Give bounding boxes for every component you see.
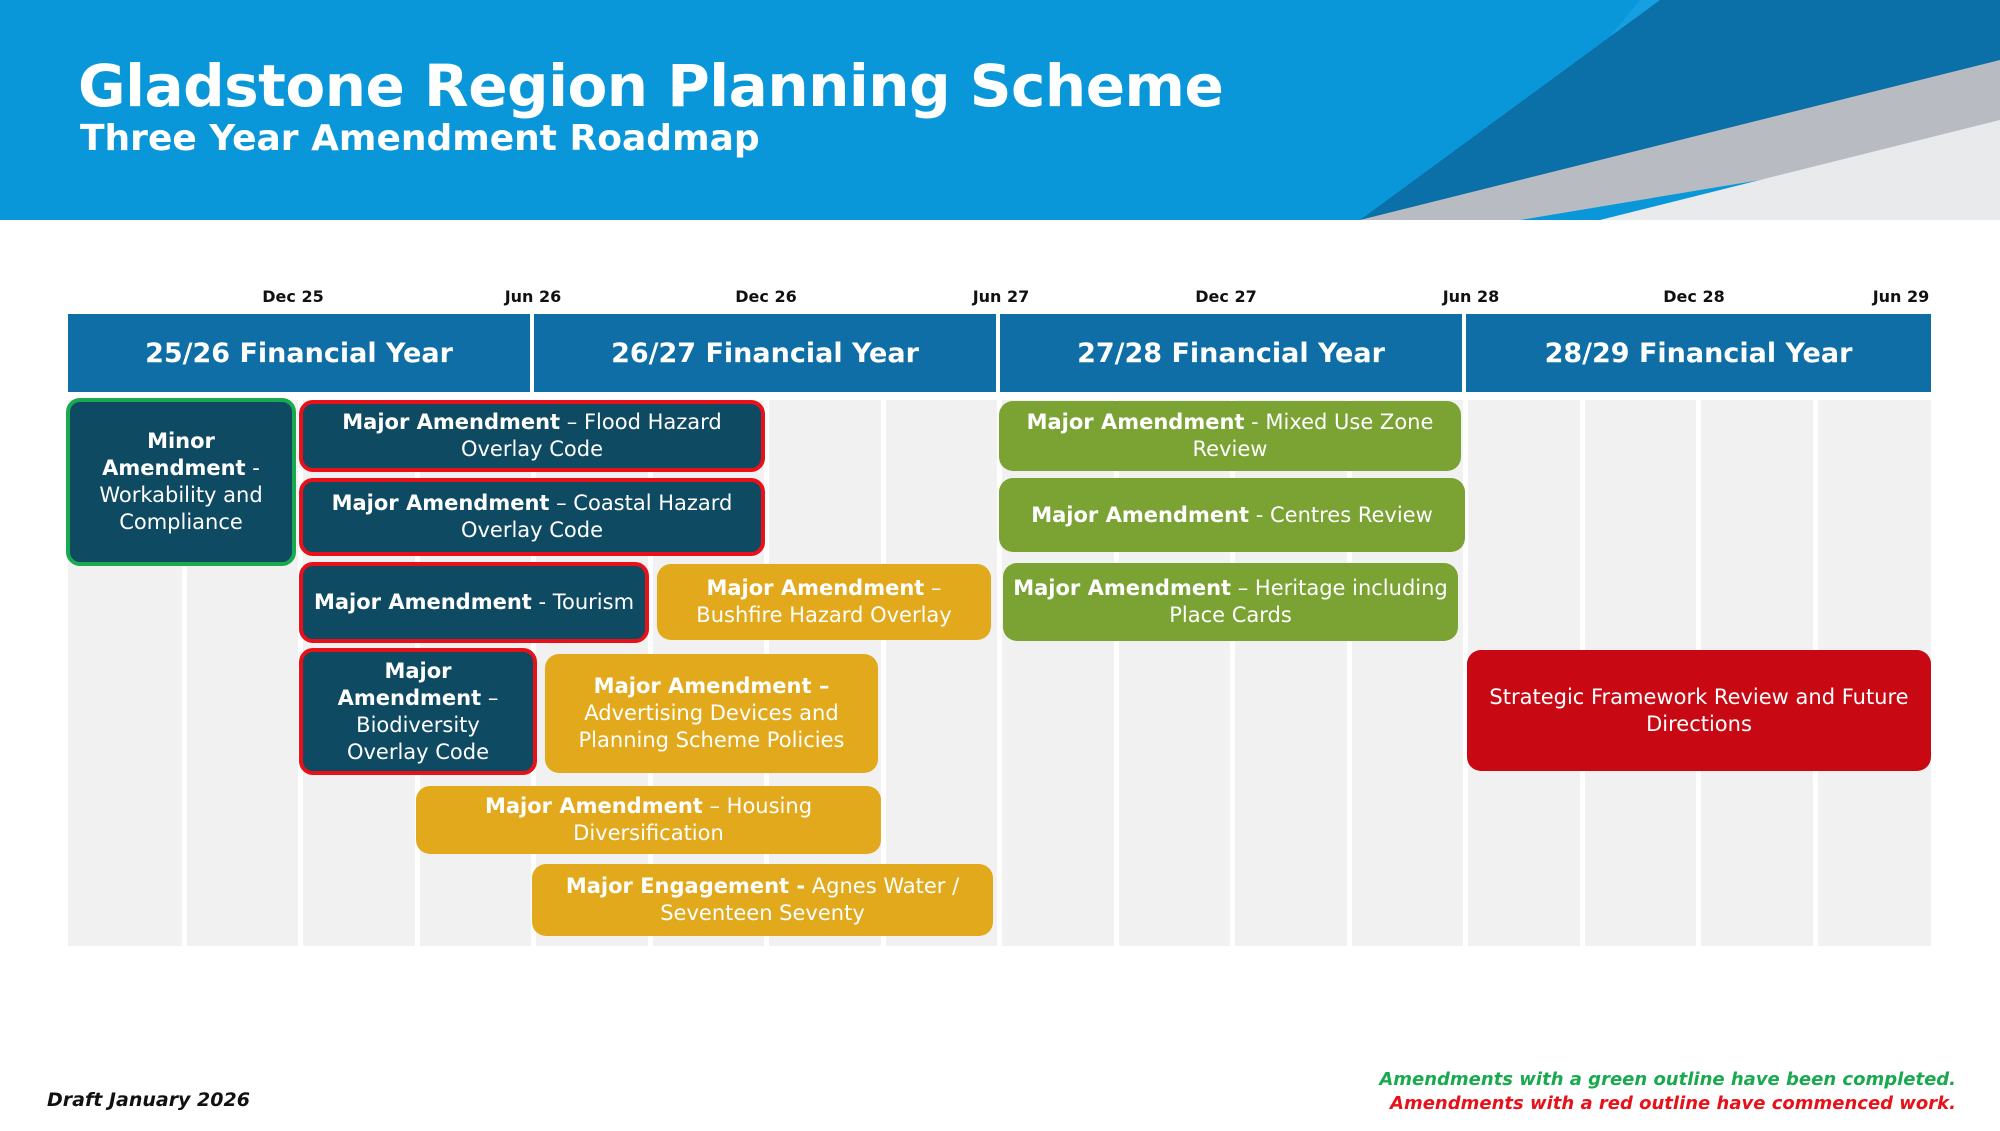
financial-year-header: 28/29 Financial Year <box>1466 314 1931 392</box>
roadmap-item-coastal-hazard[interactable]: Major Amendment – Coastal Hazard Overlay Code <box>299 478 765 556</box>
roadmap-item-minor-workability[interactable]: Minor Amendment - Workability and Compliance <box>66 398 296 566</box>
page-title: Gladstone Region Planning Scheme <box>78 52 1224 120</box>
timeline-tick: Jun 26 <box>504 287 562 306</box>
status-legend <box>1379 1068 1956 1116</box>
timeline-tick: Dec 26 <box>735 287 797 306</box>
timeline-tick: Dec 28 <box>1663 287 1725 306</box>
roadmap-item-mixed-use-zone[interactable]: Major Amendment - Mixed Use Zone Review <box>999 401 1461 471</box>
page-subtitle: Three Year Amendment Roadmap <box>80 118 760 159</box>
roadmap-item-biodiversity[interactable]: Major Amendment – Biodiversity Overlay Code <box>299 648 537 775</box>
grid-divider <box>997 400 1002 946</box>
timeline-tick: Jun 29 <box>1872 287 1930 306</box>
roadmap-item-agnes-water-engagement[interactable]: Major Engagement - Agnes Water / Seventeen Seventy <box>532 864 993 936</box>
roadmap-item-bushfire-hazard[interactable]: Major Amendment – Bushfire Hazard Overlay <box>657 564 991 640</box>
timeline-tick: Dec 27 <box>1195 287 1257 306</box>
legend-commenced: Amendments with a red outline have commenced work. <box>1390 1093 1956 1114</box>
timeline-tick: Dec 25 <box>262 287 324 306</box>
financial-year-header: 26/27 Financial Year <box>534 314 996 392</box>
draft-label: Draft January 2026 <box>47 1089 250 1111</box>
timeline-tick: Jun 27 <box>972 287 1030 306</box>
financial-year-header: 25/26 Financial Year <box>68 314 530 392</box>
roadmap-item-flood-hazard[interactable]: Major Amendment – Flood Hazard Overlay Code <box>299 400 765 472</box>
legend-completed: Amendments with a green outline have been completed. <box>1379 1069 1956 1090</box>
roadmap-item-tourism[interactable]: Major Amendment - Tourism <box>299 562 649 643</box>
timeline-tick: Jun 28 <box>1442 287 1500 306</box>
header-banner <box>0 0 2000 220</box>
roadmap-item-housing-diversification[interactable]: Major Amendment – Housing Diversification <box>416 786 881 854</box>
financial-year-header: 27/28 Financial Year <box>1000 314 1462 392</box>
roadmap-item-heritage[interactable]: Major Amendment – Heritage including Place Cards <box>1003 563 1458 641</box>
roadmap-item-advertising-devices[interactable]: Major Amendment – Advertising Devices and Planning Scheme Policies <box>545 654 878 773</box>
roadmap-item-strategic-framework[interactable]: Strategic Framework Review and Future Directions <box>1467 650 1931 771</box>
roadmap-item-centres-review[interactable]: Major Amendment - Centres Review <box>999 478 1465 552</box>
